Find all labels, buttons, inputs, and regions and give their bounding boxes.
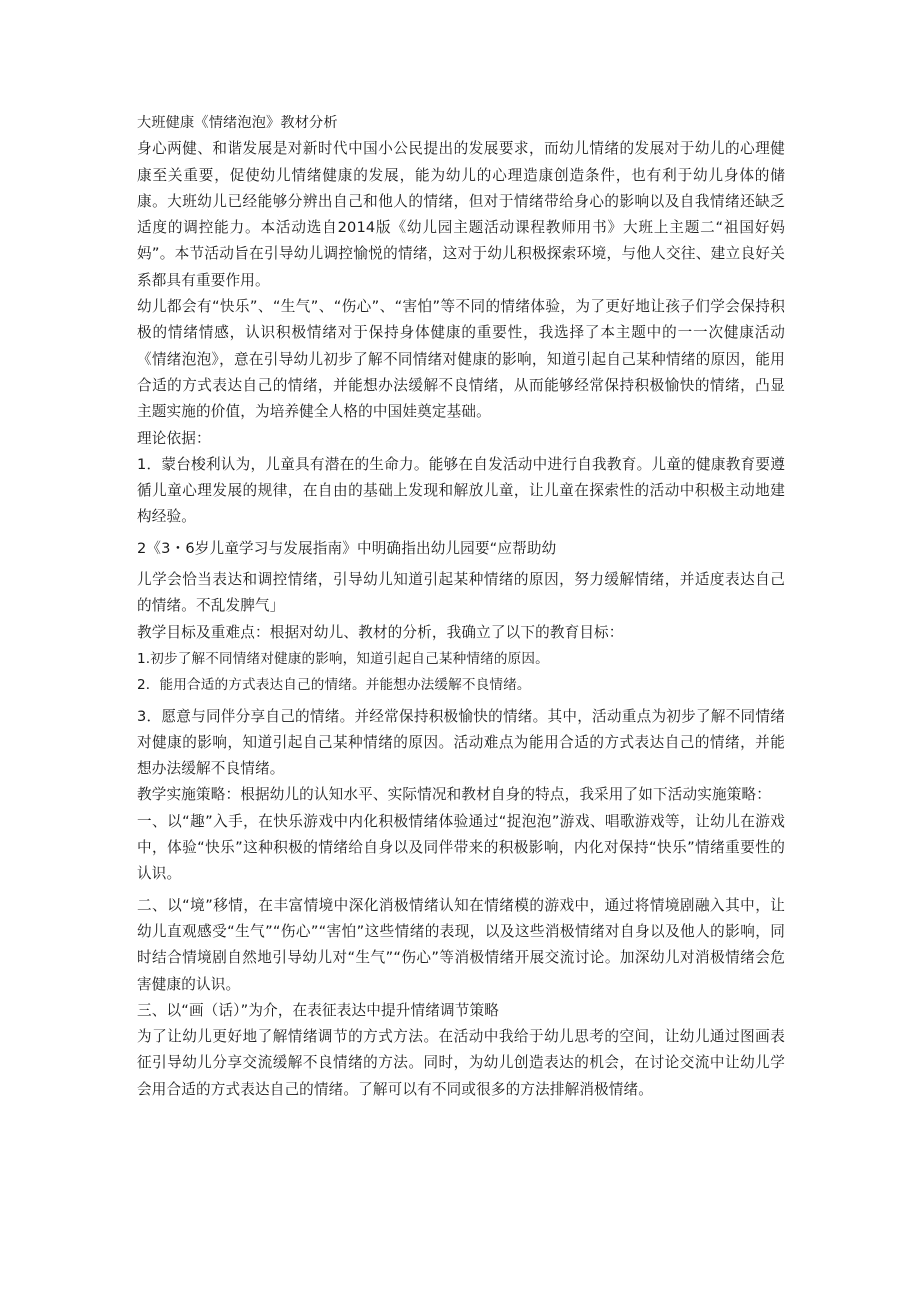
- document-body: [137, 110, 785, 1103]
- heading-strategies: 教学实施策略：根据幼儿的认知水平、实际情况和教材自身的特点，我采用了如下活动实施策略：: [137, 786, 771, 804]
- heading-theory: 理论依据：: [137, 429, 211, 447]
- strategy-item-3-body: 为了让幼儿更好地了解情绪调节的方式方法。在活动中我给于幼儿思考的空间，让幼儿通过图画表征引导幼儿分享交流缓解不良情绪的方法。同时，为幼儿创造表达的机会，在讨论交流中让幼儿学会用合适的方式表达自己的情绪。了解可以有不同或很多的方法排解消极情绪。: [137, 1028, 785, 1098]
- goal-item-3: 3．愿意与同伴分享自己的情绪。并经常保持积极愉快的情绪。其中，活动重点为初步了解不同情绪对健康的影响，知道引起自己某种情绪的原因。活动难点为能用合适的方式表达自己的情绪，并能想办法缓解不良情绪。: [137, 707, 785, 778]
- goal-item-2: 2．能用合适的方式表达自己的情绪。并能想办法缓解不良情绪。: [137, 677, 531, 694]
- theory-item-1: 1．蒙台梭利认为，儿童具有潜在的生命力。能够在自发活动中进行自我教育。儿童的健康教育要遵循儿童心理发展的规律，在自由的基础上发现和解放儿童，让儿童在探索性的活动中积极主动地建构经验。: [137, 455, 785, 526]
- goal-item-1: 1.初步了解不同情绪对健康的影响，知道引起自己某种情绪的原因。: [137, 650, 549, 667]
- paragraph-emotions: 幼儿都会有“快乐”、“生气”、“伤心”、“害怕”等不同的情绪体验，为了更好地让孩子们学会保持积极的情绪情感，认识积极情绪对于保持身体健康的重要性，我选择了本主题中的一一次健康活动《情绪泡泡》，意在引导幼儿初步了解不同情绪对健康的影响，知道引起自己某种情绪的原因，能用合适的方式表达自己的情绪，并能想办法缓解不良情绪，从而能够经常保持积极愉快的情绪，凸显主题实施的价值，为培养健全人格的中国娃奠定基础。: [137, 298, 785, 421]
- theory-item-2-continued: 儿学会恰当表达和调控情绪，引导幼儿知道引起某种情绪的原因，努力缓解情绪，并适度表达自己的情绪。不乱发脾气」: [137, 571, 785, 615]
- strategy-item-1: 一、以“趣”入手，在快乐游戏中内化积极情绪体验通过“捉泡泡”游戏、唱歌游戏等，让幼儿在游戏中，体验“快乐”这种积极的情绪给自身以及同伴带来的积极影响，内化对保持“快乐”情绪重要性的认识。: [137, 812, 785, 883]
- paragraph-intro: 身心两健、和谐发展是对新时代中国小公民提出的发展要求，而幼儿情绪的发展对于幼儿的心理健康至关重要，促使幼儿情绪健康的发展，能为幼儿的心理造康创造条件，也有利于幼儿身体的储康。大班幼儿已经能够分辨出自己和他人的情绪，但对于情绪带给身心的影响以及自我情绪还缺乏适度的调控能力。本活动选自2014版《幼儿园主题活动课程教师用书》大班上主题二“祖国好妈妈”。本节活动旨在引导幼儿调控愉悦的情绪，这对于幼儿积极探索环境，与他人交往、建立良好关系都具有重要作用。: [137, 140, 785, 289]
- heading-goals: 教学目标及重难点：根据对幼儿、教材的分析，我确立了以下的教育目标：: [137, 623, 624, 641]
- strategy-item-3-heading: 三、以“画（话）”为介，在表征表达中提升情绪调节策略: [137, 1001, 499, 1019]
- strategy-item-2: 二、以“境”移情，在丰富情境中深化消极情绪认知在情绪模的游戏中，通过将情境剧融入其中，让幼儿直观感受“生气”“伤心”“害怕”这些情绪的表现，以及这些消极情绪对自身以及他人的影响，同时结合情境剧自然地引导幼儿对“生气”“伤心”等消极情绪开展交流讨论。加深幼儿对消极情绪会危害健康的认识。: [137, 896, 785, 993]
- document-title: 大班健康《情绪泡泡》教材分析: [137, 115, 338, 131]
- theory-item-2: 2《3・6岁儿童学习与发展指南》中明确指出幼儿园要“应帮助幼: [137, 539, 557, 557]
